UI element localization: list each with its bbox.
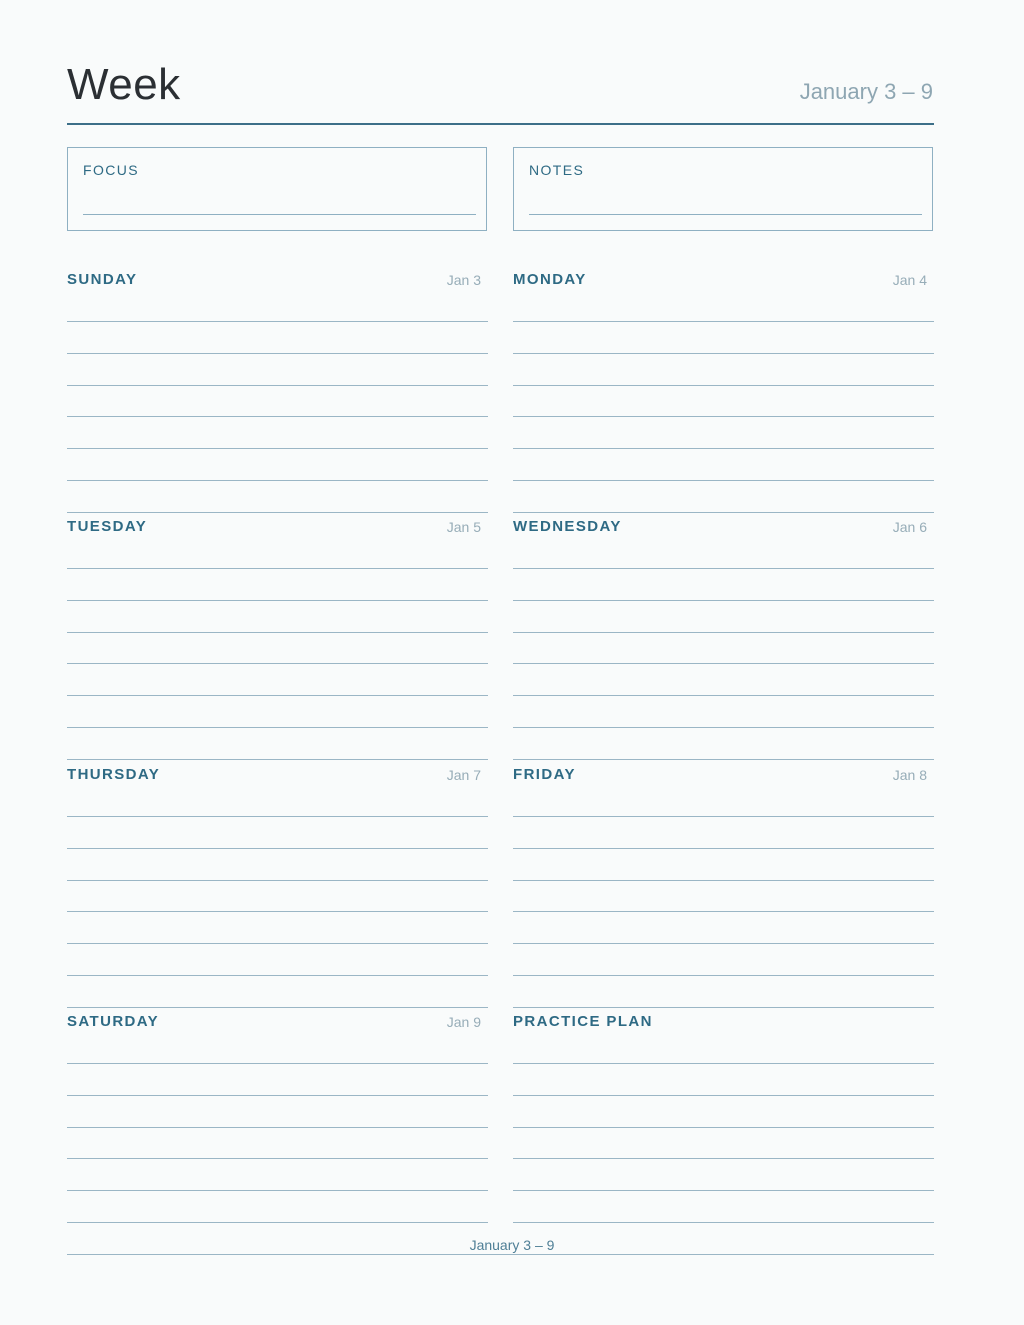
writing-line[interactable] xyxy=(513,848,934,849)
writing-line[interactable] xyxy=(513,975,934,976)
header-rule xyxy=(67,123,934,125)
writing-line[interactable] xyxy=(513,911,934,912)
writing-line[interactable] xyxy=(67,695,488,696)
writing-line[interactable] xyxy=(513,448,934,449)
writing-line[interactable] xyxy=(67,353,488,354)
focus-box[interactable] xyxy=(67,147,487,231)
writing-line[interactable] xyxy=(67,632,488,633)
writing-line[interactable] xyxy=(67,385,488,386)
writing-line[interactable] xyxy=(67,1127,488,1128)
writing-line[interactable] xyxy=(513,1222,934,1223)
writing-line[interactable] xyxy=(513,568,934,569)
section-name: PRACTICE PLAN xyxy=(513,1013,653,1030)
writing-line[interactable] xyxy=(67,1222,488,1223)
writing-line[interactable] xyxy=(513,632,934,633)
day-date: Jan 6 xyxy=(892,519,927,535)
day-section-thursday xyxy=(67,766,488,1015)
writing-line[interactable] xyxy=(513,1095,934,1096)
footer-rule xyxy=(67,1254,934,1255)
writing-line[interactable] xyxy=(513,759,934,760)
writing-line[interactable] xyxy=(67,880,488,881)
writing-line[interactable] xyxy=(67,727,488,728)
page-title: Week xyxy=(67,60,181,109)
day-name: MONDAY xyxy=(513,271,587,288)
writing-line[interactable] xyxy=(67,1190,488,1191)
writing-line[interactable] xyxy=(513,880,934,881)
writing-line[interactable] xyxy=(513,1127,934,1128)
day-date: Jan 9 xyxy=(446,1014,481,1030)
writing-line[interactable] xyxy=(67,759,488,760)
focus-line xyxy=(83,214,476,215)
writing-line[interactable] xyxy=(67,1063,488,1064)
day-date: Jan 8 xyxy=(892,767,927,783)
writing-line[interactable] xyxy=(513,1190,934,1191)
day-date: Jan 4 xyxy=(892,272,927,288)
day-section-sunday xyxy=(67,271,488,520)
day-section-saturday xyxy=(67,1013,488,1262)
day-section-tuesday xyxy=(67,518,488,767)
writing-line[interactable] xyxy=(67,1095,488,1096)
writing-line[interactable] xyxy=(67,480,488,481)
writing-line[interactable] xyxy=(513,480,934,481)
writing-line[interactable] xyxy=(513,1158,934,1159)
writing-line[interactable] xyxy=(67,663,488,664)
writing-line[interactable] xyxy=(513,600,934,601)
writing-line[interactable] xyxy=(513,512,934,513)
writing-line[interactable] xyxy=(67,600,488,601)
writing-line[interactable] xyxy=(513,663,934,664)
day-section-monday xyxy=(513,271,934,520)
writing-line[interactable] xyxy=(513,416,934,417)
writing-line[interactable] xyxy=(513,943,934,944)
writing-line[interactable] xyxy=(513,385,934,386)
writing-line[interactable] xyxy=(67,848,488,849)
writing-line[interactable] xyxy=(513,816,934,817)
day-name: FRIDAY xyxy=(513,766,576,783)
day-name: THURSDAY xyxy=(67,766,161,783)
notes-label: NOTES xyxy=(529,162,585,178)
focus-label: FOCUS xyxy=(83,162,139,178)
writing-line[interactable] xyxy=(513,695,934,696)
day-date: Jan 3 xyxy=(446,272,481,288)
practice-plan-section xyxy=(513,1013,934,1262)
writing-line[interactable] xyxy=(67,512,488,513)
writing-line[interactable] xyxy=(67,416,488,417)
notes-box[interactable] xyxy=(513,147,933,231)
writing-line[interactable] xyxy=(67,321,488,322)
day-name: SUNDAY xyxy=(67,271,138,288)
day-date: Jan 7 xyxy=(446,767,481,783)
writing-line[interactable] xyxy=(513,1063,934,1064)
writing-line[interactable] xyxy=(67,816,488,817)
writing-line[interactable] xyxy=(513,321,934,322)
footer-date-range: January 3 – 9 xyxy=(469,1237,555,1253)
writing-line[interactable] xyxy=(513,727,934,728)
day-section-friday xyxy=(513,766,934,1015)
writing-line[interactable] xyxy=(513,353,934,354)
writing-line[interactable] xyxy=(67,1158,488,1159)
writing-line[interactable] xyxy=(513,1007,934,1008)
writing-line[interactable] xyxy=(67,1007,488,1008)
day-section-wednesday xyxy=(513,518,934,767)
day-name: SATURDAY xyxy=(67,1013,160,1030)
day-date: Jan 5 xyxy=(446,519,481,535)
writing-line[interactable] xyxy=(67,568,488,569)
notes-line xyxy=(529,214,922,215)
day-name: TUESDAY xyxy=(67,518,148,535)
day-name: WEDNESDAY xyxy=(513,518,622,535)
writing-line[interactable] xyxy=(67,943,488,944)
writing-line[interactable] xyxy=(67,911,488,912)
writing-line[interactable] xyxy=(67,975,488,976)
date-range: January 3 – 9 xyxy=(799,79,933,104)
writing-line[interactable] xyxy=(67,448,488,449)
